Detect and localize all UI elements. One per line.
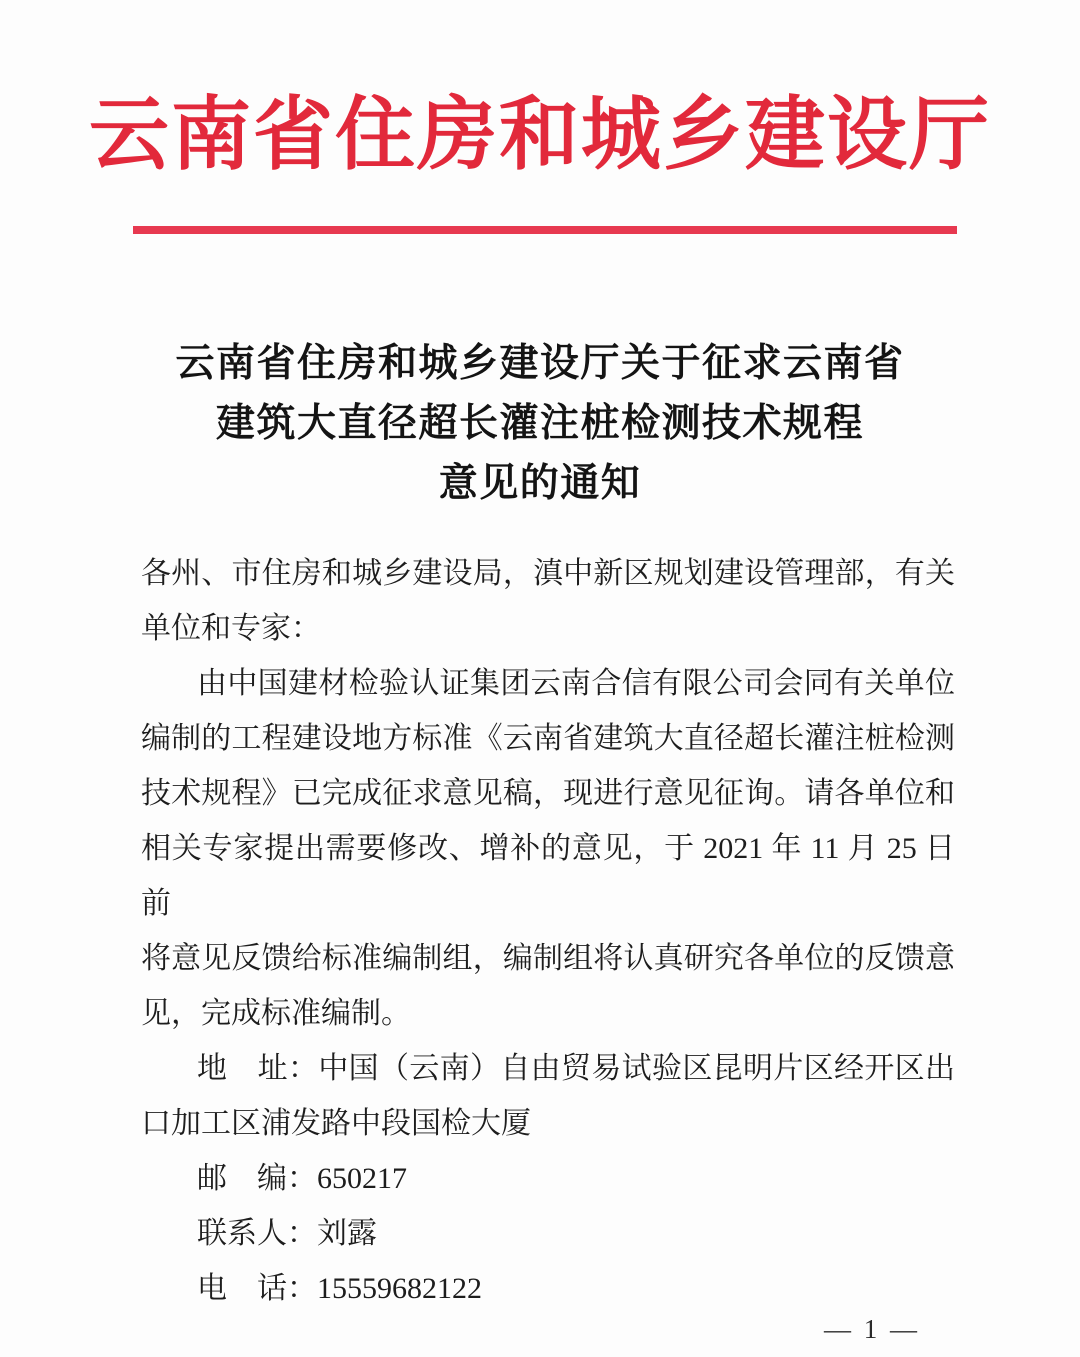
page-number: — 1 — <box>824 1314 920 1344</box>
body-line: 邮 编：650217 <box>197 1162 407 1195</box>
letterhead-title: 云南省住房和城乡建设厅 <box>89 92 991 180</box>
body-line: 口加工区浦发路中段国检大厦 <box>141 1107 531 1140</box>
body-line: 电 话：15559682122 <box>197 1272 482 1305</box>
body-line: 见，完成标准编制。 <box>141 997 411 1030</box>
body-line: 将意见反馈给标准编制组，编制组将认真研究各单位的反馈意 <box>141 942 955 975</box>
body-line: 相关专家提出需要修改、增补的意见，于 2021 年 11 月 25 日前 <box>141 832 955 920</box>
body-line: 技术规程》已完成征求意见稿，现进行意见征询。请各单位和 <box>141 777 955 810</box>
document-title-line-2: 建筑大直径超长灌注桩检测技术规程 <box>215 402 864 445</box>
body-line: 由中国建材检验认证集团云南合信有限公司会同有关单位 <box>197 667 955 700</box>
document-body <box>141 546 955 1316</box>
document-title <box>0 334 1080 514</box>
document-title-line-3: 意见的通知 <box>438 462 642 505</box>
body-line: 联系人：刘露 <box>197 1217 377 1250</box>
body-line: 编制的工程建设地方标准《云南省建筑大直径超长灌注桩检测 <box>141 722 955 755</box>
body-line: 地 址：中国（云南）自由贸易试验区昆明片区经开区出 <box>197 1052 955 1085</box>
body-line: 单位和专家： <box>141 612 321 645</box>
red-divider-rule <box>133 226 957 234</box>
body-line: 各州、市住房和城乡建设局，滇中新区规划建设管理部，有关 <box>141 557 955 590</box>
document-title-line-1: 云南省住房和城乡建设厅关于征求云南省 <box>175 342 905 385</box>
